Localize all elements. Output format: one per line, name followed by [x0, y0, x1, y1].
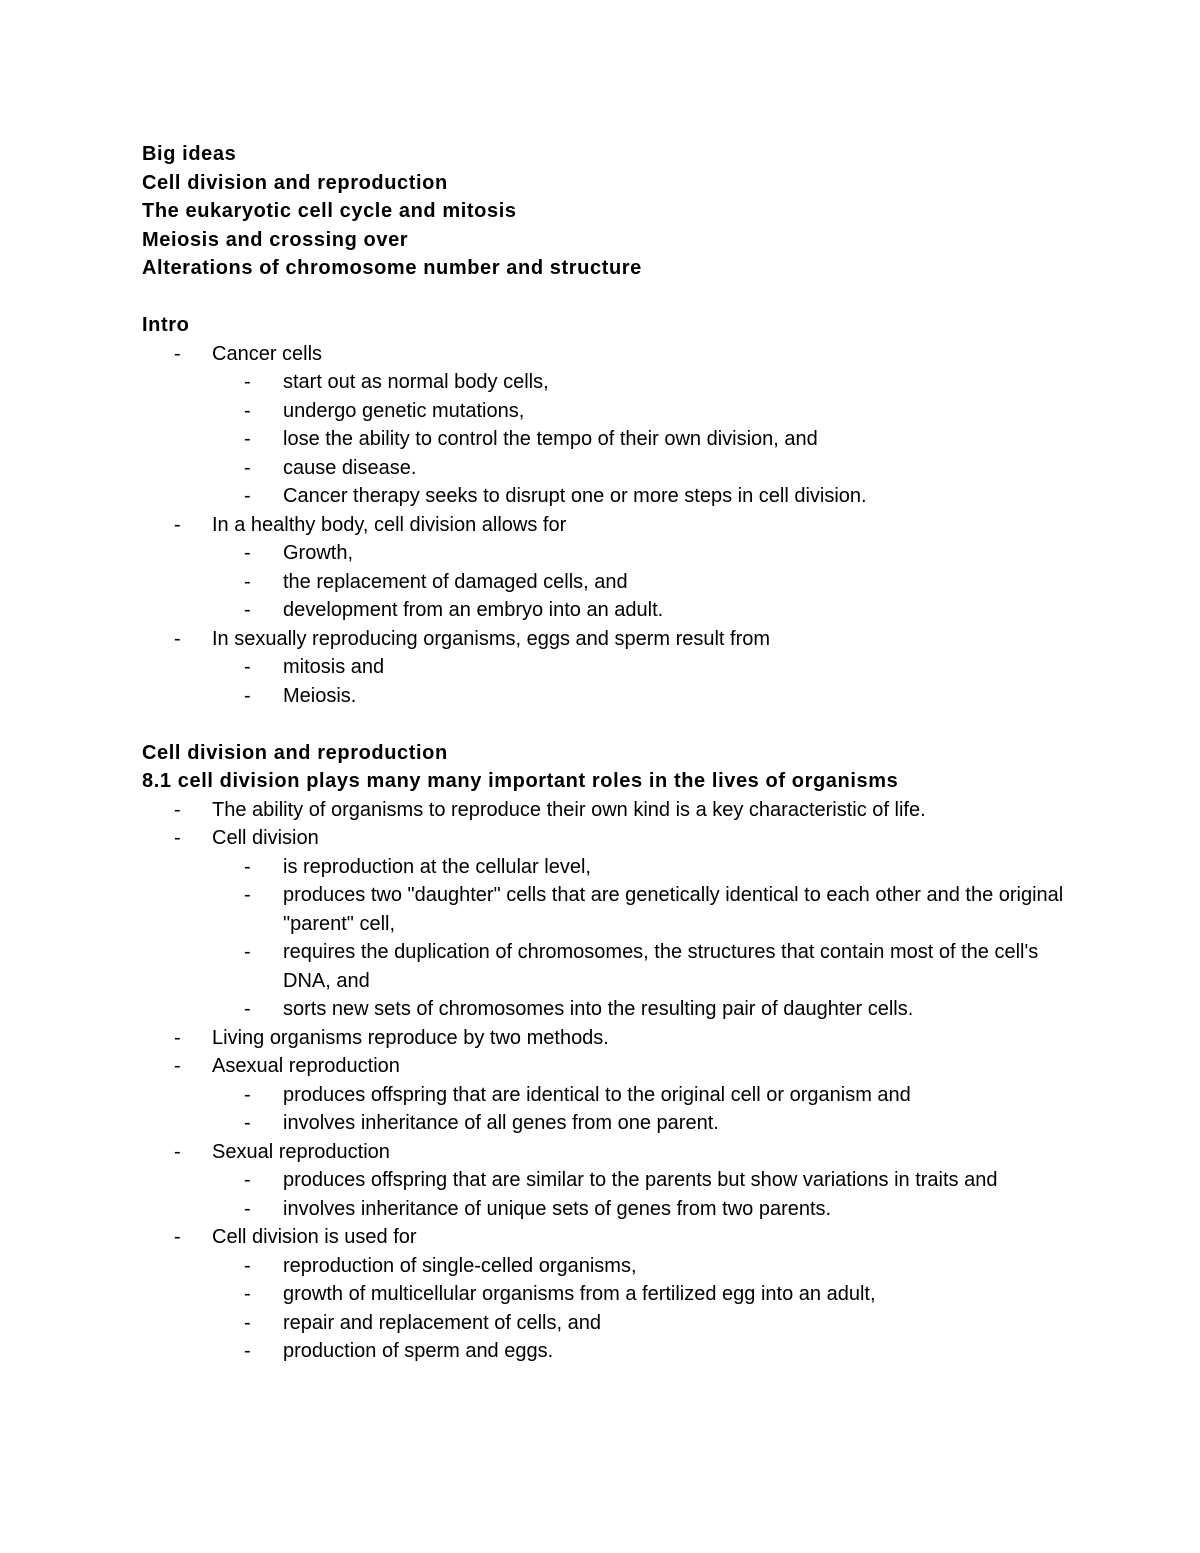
sub-list-item [142, 568, 1072, 597]
bullet-dash: - [244, 998, 251, 1020]
bullet-dash: - [174, 1226, 181, 1248]
list-item-text: Asexual reproduction [212, 1055, 400, 1077]
list-item-text: produces offspring that are identical to the original cell or organism and [283, 1083, 911, 1106]
list-item-text: produces offspring that are similar to the parents but show variations in traits and [283, 1169, 998, 1191]
list-item-text: involves inheritance of all genes from one parent. [283, 1112, 719, 1134]
list-item-text: lose the ability to control the tempo of their own division, and [283, 428, 818, 450]
bullet-dash: - [244, 570, 251, 593]
list-item-text: Sexual reproduction [212, 1140, 390, 1163]
sub-list-item [142, 938, 1072, 995]
list-item-text: production of sperm and eggs. [283, 1340, 554, 1362]
bullet-dash: - [244, 855, 251, 878]
bullet-dash: - [244, 428, 251, 450]
big-idea-item: Meiosis and crossing over [142, 228, 409, 251]
section-heading: Cell division and reproduction [142, 741, 448, 764]
bullet-dash: - [244, 1112, 251, 1134]
sub-list-item [142, 425, 1072, 454]
list-item [142, 1223, 1072, 1252]
list-item [142, 340, 1072, 369]
bullet-dash: - [244, 542, 251, 564]
bullet-dash: - [244, 1197, 251, 1220]
list-item-text: Cancer therapy seeks to disrupt one or more steps in cell division. [283, 485, 867, 507]
list-item-text: requires the duplication of chromosomes, the structures that contain most of the cell's DNA, and [283, 941, 1039, 992]
sub-list-item [142, 995, 1072, 1024]
bullet-dash: - [244, 599, 251, 621]
list-item-text: involves inheritance of unique sets of genes from two parents. [283, 1197, 832, 1220]
sub-list-item [142, 596, 1072, 625]
bullet-dash: - [244, 1283, 251, 1305]
list-item-text: is reproduction at the cellular level, [283, 855, 591, 878]
list-item-text: Cell division [212, 827, 319, 849]
sub-list-item [142, 881, 1072, 938]
list-item [142, 625, 1072, 654]
bullet-dash: - [174, 627, 181, 650]
big-idea-item: Alterations of chromosome number and structure [142, 257, 642, 279]
sub-list-item [142, 539, 1072, 568]
bullet-dash: - [174, 513, 181, 536]
sub-list-item [142, 454, 1072, 483]
list-item-text: growth of multicellular organisms from a fertilized egg into an adult, [283, 1283, 876, 1305]
big-idea-item: Cell division and reproduction [142, 171, 448, 194]
bullet-dash: - [244, 485, 251, 507]
sub-list-item [142, 682, 1072, 711]
sub-list-item [142, 1081, 1072, 1110]
spacer [142, 283, 1072, 312]
sub-list-item [142, 1166, 1072, 1195]
sub-list-item [142, 653, 1072, 682]
sub-list-item [142, 1109, 1072, 1138]
sub-list-item [142, 1195, 1072, 1224]
list-item-text: Meiosis. [283, 684, 357, 707]
big-idea-item: The eukaryotic cell cycle and mitosis [142, 200, 517, 222]
sub-list-item [142, 1309, 1072, 1338]
section-subheading: 8.1 cell division plays many many important roles in the lives of organisms [142, 770, 899, 792]
bullet-dash: - [244, 1340, 251, 1362]
list-item-text: the replacement of damaged cells, and [283, 570, 628, 593]
spacer [142, 710, 1072, 739]
bullet-dash: - [244, 656, 251, 678]
list-item-text: Growth, [283, 542, 354, 564]
list-item [142, 1138, 1072, 1167]
bullet-dash: - [244, 456, 251, 479]
bullet-dash: - [244, 1083, 251, 1106]
big-ideas-heading: Big ideas [142, 143, 237, 165]
sub-list-item [142, 482, 1072, 511]
sub-list-item [142, 1337, 1072, 1366]
list-item-text: undergo genetic mutations, [283, 399, 525, 422]
sub-list-item [142, 853, 1072, 882]
list-item [142, 1024, 1072, 1053]
list-item [142, 824, 1072, 853]
list-item-text: repair and replacement of cells, and [283, 1311, 601, 1334]
bullet-dash: - [174, 1055, 181, 1077]
bullet-dash: - [244, 371, 251, 393]
bullet-dash: - [244, 884, 251, 906]
bullet-dash: - [244, 1169, 251, 1191]
list-item-text: Cell division is used for [212, 1226, 417, 1248]
list-item-text: The ability of organisms to reproduce their own kind is a key characteristic of life. [212, 798, 926, 821]
sub-list-item [142, 397, 1072, 426]
list-item-text: Cancer cells [212, 342, 323, 365]
list-item [142, 796, 1072, 825]
list-item-text: development from an embryo into an adult. [283, 599, 664, 621]
intro-heading: Intro [142, 314, 190, 336]
bullet-dash: - [174, 798, 181, 821]
list-item-text: cause disease. [283, 456, 417, 479]
bullet-dash: - [174, 1026, 181, 1049]
bullet-dash: - [244, 1311, 251, 1334]
list-item-text: produces two "daughter" cells that are genetically identical to each other and the original "parent" cell, [283, 884, 1064, 935]
document-page [142, 140, 1072, 1366]
sub-list-item [142, 368, 1072, 397]
list-item-text: In sexually reproducing organisms, eggs and sperm result from [212, 627, 771, 650]
list-item-text: Living organisms reproduce by two methods. [212, 1026, 609, 1049]
bullet-dash: - [244, 399, 251, 422]
bullet-dash: - [174, 342, 181, 365]
list-item-text: mitosis and [283, 656, 385, 678]
list-item [142, 511, 1072, 540]
list-item-text: sorts new sets of chromosomes into the resulting pair of daughter cells. [283, 998, 914, 1020]
list-item-text: reproduction of single-celled organisms, [283, 1254, 637, 1277]
sub-list-item [142, 1252, 1072, 1281]
bullet-dash: - [174, 827, 181, 849]
list-item-text: In a healthy body, cell division allows for [212, 513, 567, 536]
bullet-dash: - [244, 941, 251, 963]
list-item [142, 1052, 1072, 1081]
bullet-dash: - [244, 684, 251, 707]
bullet-dash: - [174, 1140, 181, 1163]
sub-list-item [142, 1280, 1072, 1309]
bullet-dash: - [244, 1254, 251, 1277]
list-item-text: start out as normal body cells, [283, 371, 549, 393]
